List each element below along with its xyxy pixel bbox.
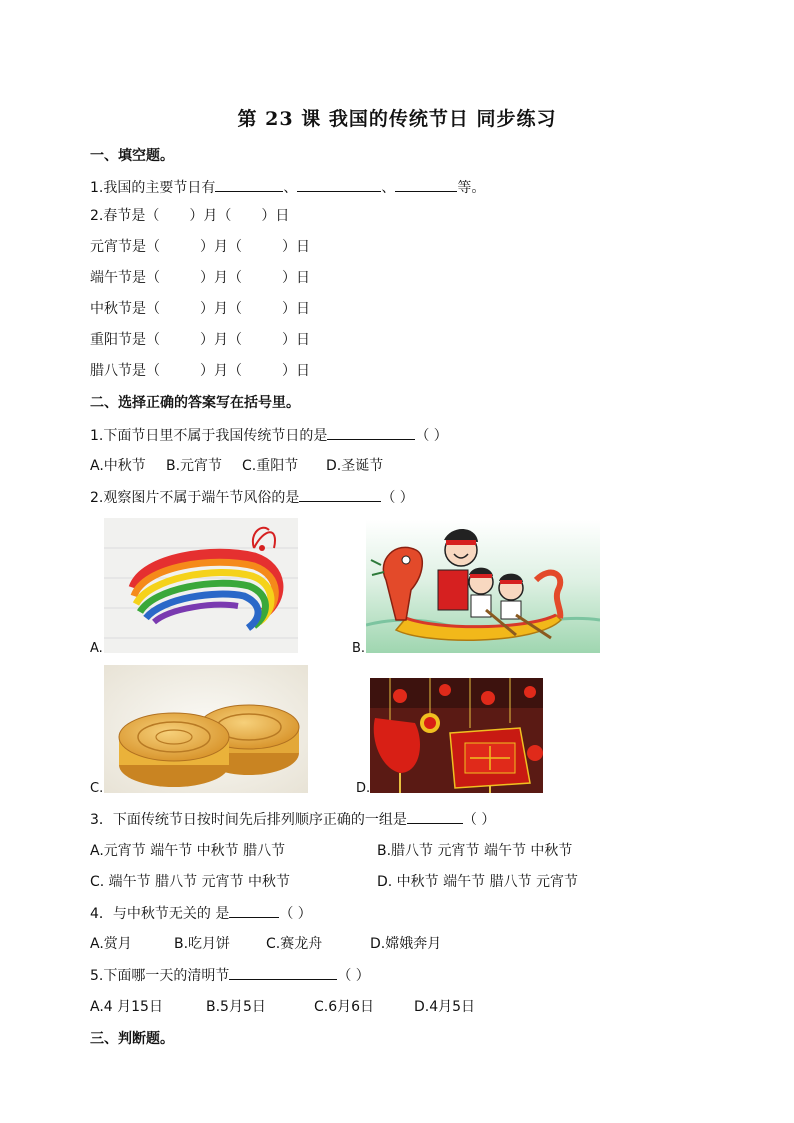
option-b[interactable]: B.5月5日 <box>206 999 266 1015</box>
choice-question-1 <box>90 425 448 446</box>
dragon-boat-illustration <box>366 520 600 653</box>
date-prefix: 中秋节是（ <box>90 301 160 317</box>
date-mid: ）月（ <box>200 270 242 286</box>
answer-paren[interactable]: （ ） <box>415 428 448 444</box>
separator: 、 <box>381 180 396 196</box>
mooncake-image[interactable] <box>104 665 308 793</box>
red-sachet-illustration <box>370 678 543 793</box>
option-d[interactable]: D.嫦娥奔月 <box>370 936 442 952</box>
date-prefix: 重阳节是（ <box>90 332 160 348</box>
date-prefix: 腊八节是（ <box>90 363 160 379</box>
date-line-mid-autumn-festival <box>90 299 310 319</box>
date-end: ）日 <box>282 301 310 317</box>
date-prefix: 端午节是（ <box>90 270 160 286</box>
choice-question-5 <box>90 965 370 986</box>
date-prefix: 元宵节是（ <box>90 239 160 255</box>
image-label-a: A. <box>90 641 103 656</box>
choice-question-2 <box>90 487 414 508</box>
image-label-c: C. <box>90 781 104 796</box>
date-mid: ）月（ <box>200 239 242 255</box>
answer-paren[interactable]: （ ） <box>279 906 312 922</box>
date-line-lantern-festival <box>90 237 310 257</box>
option-c[interactable]: C.6月6日 <box>314 999 375 1015</box>
date-prefix: 2.春节是（ <box>90 208 160 224</box>
question-text: 1.下面节日里不属于我国传统节日的是 <box>90 428 328 444</box>
bracelet-illustration <box>104 518 298 653</box>
answer-blank[interactable] <box>395 177 457 192</box>
choice-question-3-options-row-1 <box>90 841 572 861</box>
date-end: ）日 <box>282 363 310 379</box>
choice-question-3 <box>90 809 495 830</box>
option-a[interactable]: A.4 月15日 <box>90 999 163 1015</box>
choice-question-4 <box>90 903 312 924</box>
option-b[interactable]: B.腊八节 元宵节 端午节 中秋节 <box>377 843 573 859</box>
answer-blank[interactable] <box>327 425 415 440</box>
option-b[interactable]: B.吃月饼 <box>174 936 231 952</box>
date-end: ）日 <box>282 332 310 348</box>
option-a[interactable]: A.赏月 <box>90 936 132 952</box>
separator: 、 <box>283 180 298 196</box>
answer-blank[interactable] <box>229 903 279 918</box>
answer-paren[interactable]: （ ） <box>381 490 414 506</box>
choice-question-5-options <box>90 997 475 1017</box>
red-sachet-image[interactable] <box>370 678 543 793</box>
option-d[interactable]: D.圣诞节 <box>326 458 384 474</box>
date-line-spring-festival <box>90 206 289 226</box>
option-a[interactable]: A.元宵节 端午节 中秋节 腊八节 <box>90 843 286 859</box>
answer-paren[interactable]: （ ） <box>462 812 496 828</box>
date-mid: ）月（ <box>200 301 242 317</box>
question-text: 4．与中秋节无关的 是 <box>90 906 230 922</box>
date-mid: ）月（ <box>200 332 242 348</box>
option-c[interactable]: C.赛龙舟 <box>266 936 323 952</box>
choice-question-3-options-row-2 <box>90 872 578 892</box>
date-end: ）日 <box>282 239 310 255</box>
option-a[interactable]: A.中秋节 <box>90 458 146 474</box>
section-3-heading: 三、判断题。 <box>90 1031 174 1047</box>
option-d[interactable]: D.4月5日 <box>414 999 476 1015</box>
answer-blank[interactable] <box>407 809 463 824</box>
dragon-boat-image[interactable] <box>366 520 600 653</box>
choice-question-1-options <box>90 456 383 476</box>
question-text: 5.下面哪一天的清明节 <box>90 968 230 984</box>
option-b[interactable]: B.元宵节 <box>166 458 223 474</box>
date-mid: ）月（ <box>200 363 242 379</box>
option-c[interactable]: C.重阳节 <box>242 458 299 474</box>
answer-blank[interactable] <box>215 177 283 192</box>
option-d[interactable]: D. 中秋节 端午节 腊八节 元宵节 <box>377 874 579 890</box>
option-c[interactable]: C. 端午节 腊八节 元宵节 中秋节 <box>90 874 291 890</box>
section-1-heading: 一、填空题。 <box>90 148 174 164</box>
date-mid: ）月（ <box>189 208 232 224</box>
bracelet-image[interactable] <box>104 518 298 653</box>
question-text: 2.观察图片不属于端午节风俗的是 <box>90 490 300 506</box>
fill-question-1 <box>90 177 485 198</box>
image-label-d: D. <box>356 781 371 796</box>
answer-blank[interactable] <box>299 487 381 502</box>
date-end: ）日 <box>261 208 290 224</box>
choice-question-4-options <box>90 934 441 954</box>
question-text: 1.我国的主要节日有 <box>90 180 216 196</box>
date-line-laba-festival <box>90 361 310 381</box>
page-title: 第 23 课 我国的传统节日 同步练习 <box>237 108 557 130</box>
section-2-heading: 二、选择正确的答案写在括号里。 <box>90 395 300 411</box>
answer-blank[interactable] <box>229 965 337 980</box>
answer-blank[interactable] <box>297 177 381 192</box>
mooncake-illustration <box>104 665 308 793</box>
date-end: ）日 <box>282 270 310 286</box>
question-text: 3．下面传统节日按时间先后排列顺序正确的一组是 <box>90 812 407 828</box>
image-label-b: B. <box>352 641 366 656</box>
date-line-dragon-boat-festival <box>90 268 310 288</box>
answer-paren[interactable]: （ ） <box>337 968 370 984</box>
question-suffix: 等。 <box>457 180 486 196</box>
date-line-double-ninth-festival <box>90 330 310 350</box>
